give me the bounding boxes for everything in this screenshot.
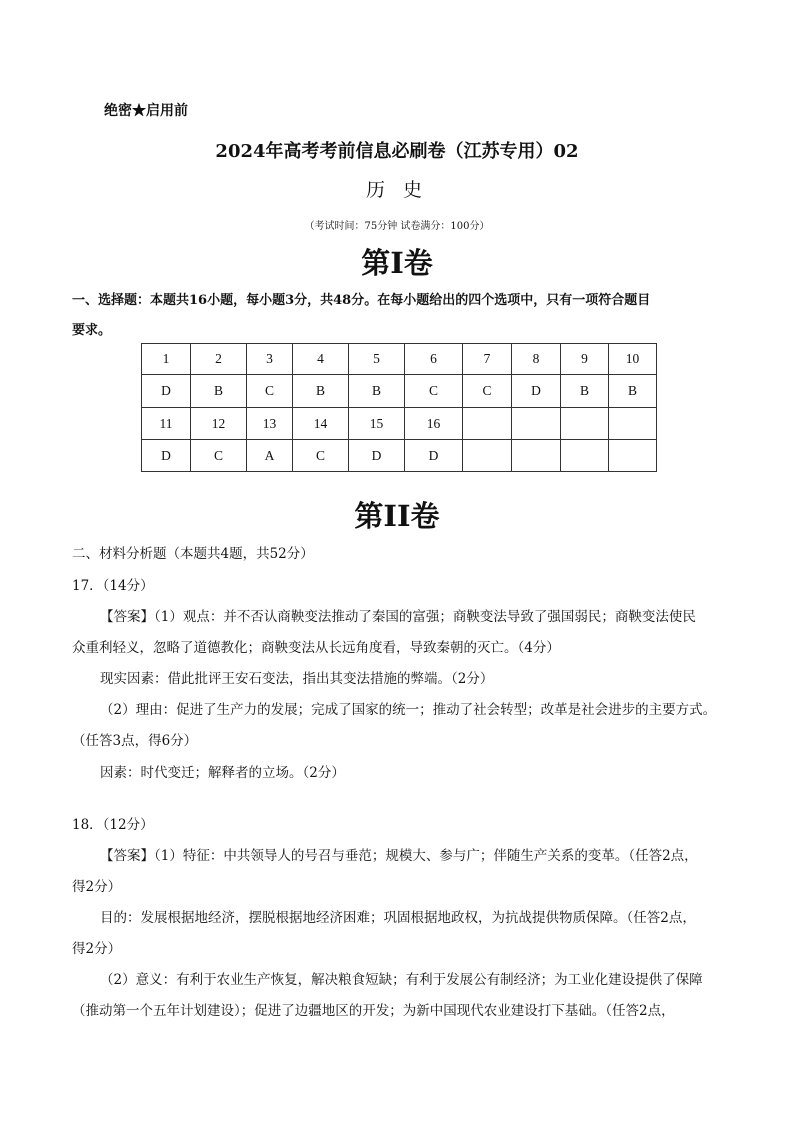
question-18-header: 18．（12分） [72, 817, 154, 833]
table-row [142, 440, 657, 472]
table-cell: 10 [609, 344, 657, 375]
table-cell [609, 440, 657, 472]
table-cell: 7 [463, 344, 512, 375]
table-cell: 3 [247, 344, 293, 375]
table-cell: B [191, 375, 247, 408]
table-cell: C [463, 375, 512, 408]
table-cell: C [247, 375, 293, 408]
answer-line: 目的：发展根据地经济，摆脱根据地经济困难；巩固根据地政权，为抗战提供物质保障。（任答2点， [100, 910, 696, 926]
answer-line: （2）理由：促进了生产力的发展；完成了国家的统一；推动了社会转型；改革是社会进步的主要方式。 [100, 702, 717, 718]
subject-title: 历 史 [365, 179, 429, 201]
table-cell: C [293, 440, 349, 472]
table-cell: 4 [293, 344, 349, 375]
table-cell: 6 [405, 344, 463, 375]
answer-line: 【答案】（1）观点：并不否认商鞅变法推动了秦国的富强；商鞅变法导致了强国弱民；商鞅变法使民 [100, 609, 696, 625]
table-cell: D [349, 440, 405, 472]
table-cell [609, 408, 657, 440]
part2-section-heading: 二、材料分析题（本题共4题，共52分） [72, 546, 314, 562]
answer-line: （推动第一个五年计划建设）；促进了边疆地区的开发；为新中国现代农业建设打下基础。（任答2点， [72, 1003, 675, 1019]
table-cell: D [142, 440, 191, 472]
part2-heading: 第II卷 [354, 499, 440, 533]
exam-title: 2024年高考考前信息必刷卷（江苏专用）02 [215, 141, 579, 162]
answer-line: 【答案】（1）特征：中共领导人的号召与垂范；规模大、参与广；伴随生产关系的变革。（任答2点， [100, 848, 698, 864]
question-17-header: 17．（14分） [72, 578, 154, 594]
table-cell: C [405, 375, 463, 408]
table-cell: 14 [293, 408, 349, 440]
table-cell [463, 440, 512, 472]
table-row [142, 344, 657, 375]
table-cell: 11 [142, 408, 191, 440]
table-cell: 2 [191, 344, 247, 375]
table-cell: D [512, 375, 561, 408]
table-cell [561, 440, 609, 472]
table-cell: 8 [512, 344, 561, 375]
table-cell [512, 408, 561, 440]
table-cell: 1 [142, 344, 191, 375]
table-cell: D [405, 440, 463, 472]
table-cell: D [142, 375, 191, 408]
table-cell: B [349, 375, 405, 408]
table-row [142, 408, 657, 440]
answer-line: （任答3点，得6分） [72, 733, 198, 749]
table-cell: 13 [247, 408, 293, 440]
part1-instruction-line2: 要求。 [72, 323, 112, 338]
answer-line: 众重利轻义，忽略了道德教化；商鞅变法从长远角度看，导致秦朝的灭亡。（4分） [72, 640, 560, 656]
answer-table [141, 343, 657, 472]
table-cell [463, 408, 512, 440]
answer-line: 现实因素：借此批评王安石变法，指出其变法措施的弊端。（2分） [100, 671, 494, 687]
table-cell [512, 440, 561, 472]
part1-heading: 第I卷 [361, 246, 433, 280]
exam-info: （考试时间：75分钟 试卷满分：100分） [304, 221, 490, 232]
answer-line: （2）意义：有利于农业生产恢复，解决粮食短缺；有利于发展公有制经济；为工业化建设提供了保障 [100, 972, 703, 988]
table-cell: 15 [349, 408, 405, 440]
table-cell: 9 [561, 344, 609, 375]
table-cell: C [191, 440, 247, 472]
table-cell: B [293, 375, 349, 408]
table-cell: 12 [191, 408, 247, 440]
part1-instruction-line1: 一、选择题：本题共16小题，每小题3分，共48分。在每小题给出的四个选项中，只有一项符合题目 [72, 293, 651, 308]
answer-line: 得2分） [72, 879, 122, 895]
table-cell [561, 408, 609, 440]
answer-line: 得2分） [72, 941, 122, 957]
table-row [142, 375, 657, 408]
confidential-mark: 绝密★启用前 [104, 103, 188, 119]
table-cell: 16 [405, 408, 463, 440]
table-cell: B [609, 375, 657, 408]
table-cell: 5 [349, 344, 405, 375]
table-cell: B [561, 375, 609, 408]
table-cell: A [247, 440, 293, 472]
answer-line: 因素：时代变迁；解释者的立场。（2分） [100, 765, 345, 781]
